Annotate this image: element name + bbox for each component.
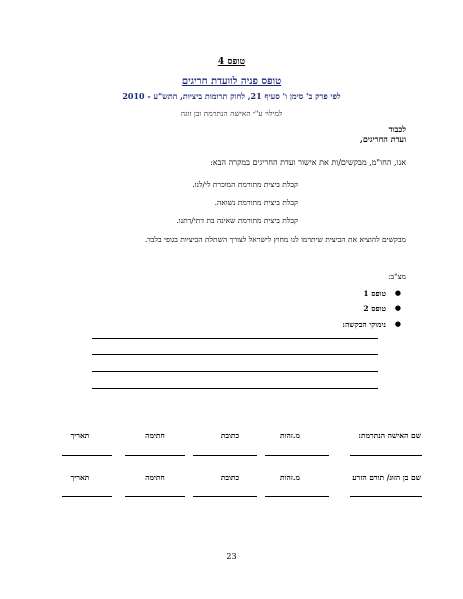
- bullet-icon: ●: [394, 320, 401, 328]
- fill-instruction: למילוי ע"י האישה הנתרמת ובן זוגה: [180, 109, 283, 118]
- address-field[interactable]: [193, 496, 257, 497]
- option-married-donor: קבלת ביצית מתורמת נשואה.: [214, 198, 298, 207]
- option-known-donor: קבלת ביצית מתורמת המוכרת לי/לנו.: [192, 180, 298, 189]
- address-to: לכבוד: [388, 124, 406, 134]
- option-different-religion: קבלת ביצית מתורמת שאינה בת דתי/דתנו.: [176, 216, 298, 225]
- partner-name-field[interactable]: [350, 496, 422, 497]
- attachment-item: נימוקי הבקשה:: [342, 320, 386, 329]
- signature-field[interactable]: [125, 496, 185, 497]
- bullet-icon: ●: [394, 304, 401, 312]
- intro-paragraph: אנו, החו"מ, מבקשים/ות את אישור ועדת החריגים במקרה הבא:: [210, 158, 406, 167]
- request-paragraph: מבקשים להוציא את הביצית שיתרמו לנו מחוץ לישראל לצורך השתלת הביציות בגופי בלבד.: [144, 235, 406, 244]
- id-field[interactable]: [265, 455, 329, 456]
- form-number: טופס 4: [217, 57, 246, 67]
- id-field[interactable]: [265, 496, 329, 497]
- bullet-icon: ●: [394, 289, 401, 297]
- form-title: טופס פניה לוועדת חריגים: [181, 76, 282, 87]
- attachment-item: טופס 1: [363, 289, 386, 298]
- date-label: תאריך: [70, 473, 90, 482]
- signature-label: חתימה: [145, 431, 165, 440]
- reasons-line[interactable]: [92, 371, 378, 372]
- id-label: מ.זהות: [280, 431, 300, 440]
- address-committee: ועדת החריגים,: [360, 134, 406, 144]
- recipient-name-field[interactable]: [350, 455, 422, 456]
- date-field[interactable]: [62, 496, 112, 497]
- recipient-name-label: שם האישה הנתרמת:: [358, 431, 421, 440]
- reasons-line[interactable]: [92, 388, 378, 389]
- date-label: תאריך: [70, 431, 90, 440]
- attachment-item: טופס 2: [363, 304, 386, 313]
- partner-name-label: שם בן הזוג/ תורם הזרע: [352, 473, 421, 482]
- form-subtitle: לפי פרק ב' סימן ו' סעיף 21, לחוק תרומות ביציות, התש"ע - 2010: [122, 91, 341, 101]
- reasons-line[interactable]: [92, 354, 378, 355]
- address-field[interactable]: [193, 455, 257, 456]
- signature-field[interactable]: [125, 455, 185, 456]
- date-field[interactable]: [62, 455, 112, 456]
- address-label: כתובת: [220, 431, 240, 440]
- id-label: מ.זהות: [280, 473, 300, 482]
- attachments-label: מצ"ב:: [388, 272, 406, 281]
- signature-label: חתימה: [145, 473, 165, 482]
- address-label: כתובת: [220, 473, 240, 482]
- page-number: 23: [226, 552, 237, 561]
- reasons-line[interactable]: [92, 338, 378, 339]
